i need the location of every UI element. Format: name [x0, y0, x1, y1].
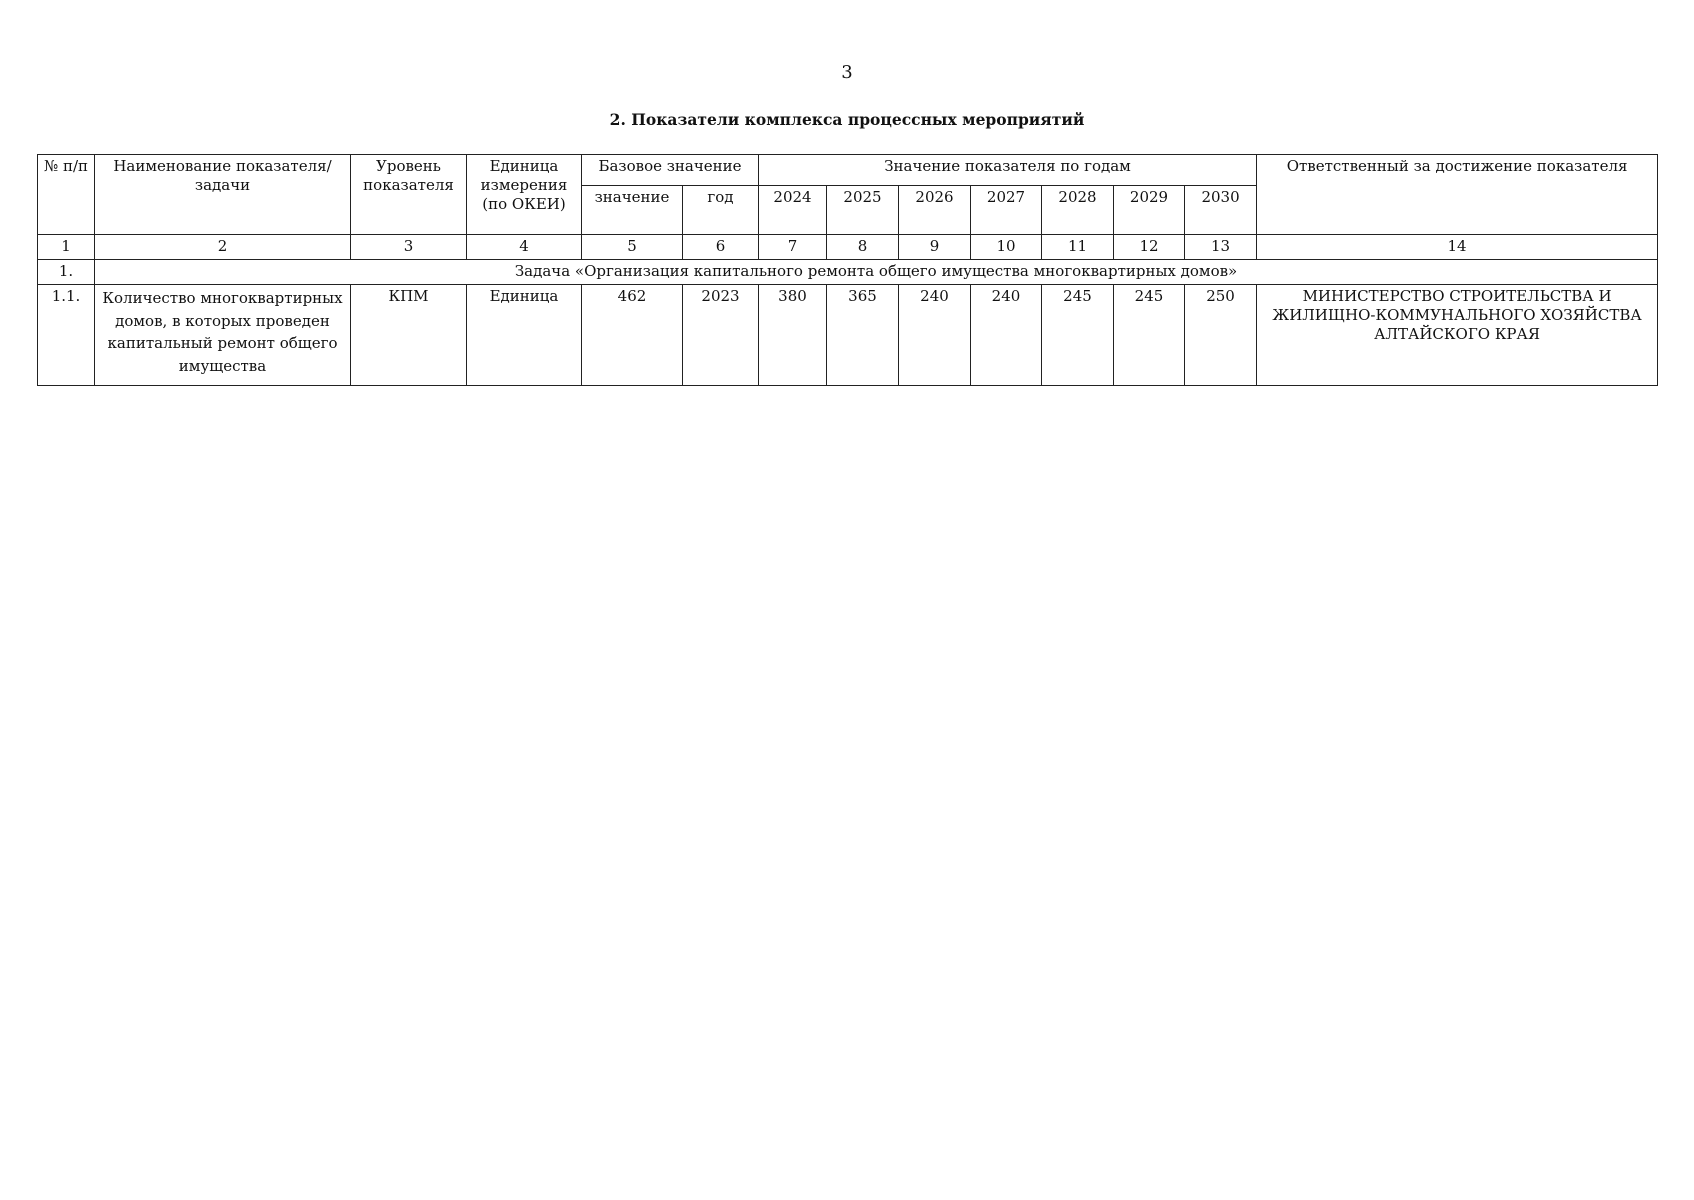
column-number: 13: [1185, 235, 1257, 260]
header-row-1: [38, 155, 1658, 186]
header-num: № п/п: [38, 155, 95, 235]
header-base: Базовое значение: [582, 155, 759, 186]
task-row: [38, 260, 1658, 285]
indicators-table: [37, 154, 1658, 386]
header-year: 2026: [899, 186, 971, 235]
task-text: Задача «Организация капитального ремонта общего имущества многоквартирных домов»: [95, 260, 1658, 285]
header-year: 2027: [971, 186, 1042, 235]
header-level: Уровень показателя: [351, 155, 467, 235]
row-value-2027: 240: [971, 285, 1042, 386]
row-num: 1.1.: [38, 285, 95, 386]
column-number: 14: [1257, 235, 1658, 260]
header-base-value: значение: [582, 186, 683, 235]
section-title: 2. Показатели комплекса процессных мероприятий: [609, 110, 1085, 129]
column-number: 8: [827, 235, 899, 260]
header-year: 2029: [1114, 186, 1185, 235]
header-name: Наименование показателя/задачи: [95, 155, 351, 235]
row-level: КПМ: [351, 285, 467, 386]
page-number: 3: [841, 62, 853, 83]
header-year: 2025: [827, 186, 899, 235]
row-value-2030: 250: [1185, 285, 1257, 386]
table-row: [38, 285, 1658, 386]
row-value-2028: 245: [1042, 285, 1114, 386]
column-number: 12: [1114, 235, 1185, 260]
column-number: 5: [582, 235, 683, 260]
header-year: 2030: [1185, 186, 1257, 235]
row-responsible: МИНИСТЕРСТВО СТРОИТЕЛЬСТВА И ЖИЛИЩНО-КОММУНАЛЬНОГО ХОЗЯЙСТВА АЛТАЙСКОГО КРАЯ: [1257, 285, 1658, 386]
column-number: 7: [759, 235, 827, 260]
row-name: Количество многоквартирных домов, в которых проведен капитальный ремонт общего имущества: [95, 285, 351, 386]
task-num: 1.: [38, 260, 95, 285]
row-value-2024: 380: [759, 285, 827, 386]
row-value-2029: 245: [1114, 285, 1185, 386]
row-base-year: 2023: [683, 285, 759, 386]
row-value-2025: 365: [827, 285, 899, 386]
column-number: 2: [95, 235, 351, 260]
column-number-row: [38, 235, 1658, 260]
header-unit: Единица измерения (по ОКЕИ): [467, 155, 582, 235]
column-number: 1: [38, 235, 95, 260]
header-responsible: Ответственный за достижение показателя: [1257, 155, 1658, 235]
row-unit: Единица: [467, 285, 582, 386]
row-base-value: 462: [582, 285, 683, 386]
header-year: 2028: [1042, 186, 1114, 235]
column-number: 3: [351, 235, 467, 260]
column-number: 10: [971, 235, 1042, 260]
column-number: 9: [899, 235, 971, 260]
header-base-year: год: [683, 186, 759, 235]
header-by-years: Значение показателя по годам: [759, 155, 1257, 186]
column-number: 4: [467, 235, 582, 260]
column-number: 11: [1042, 235, 1114, 260]
row-value-2026: 240: [899, 285, 971, 386]
header-year: 2024: [759, 186, 827, 235]
column-number: 6: [683, 235, 759, 260]
